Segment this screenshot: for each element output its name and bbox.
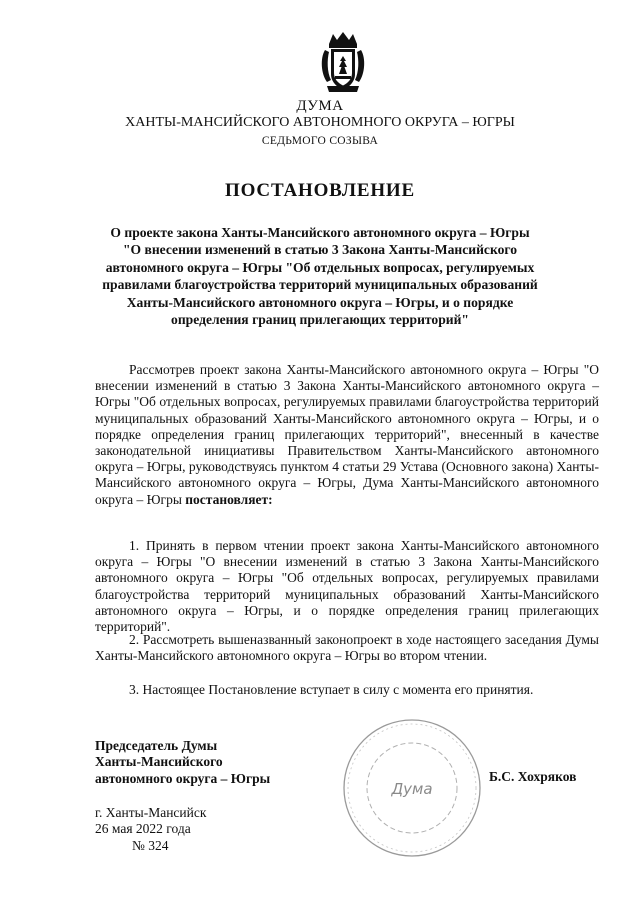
preamble-text: Рассмотрев проект закона Ханты-Мансийского автономного округа – Югры "О внесении изменений в статью 3 Закона Ханты-Мансийского автономного округа – Югры "Об отдельных вопросах, регулируемых правилами благоустройства территорий муниципальных образований Ханты-Мансийского автономного округа – Югры, и о порядке определения границ прилегающих территорий", внесенный в качестве законодательной инициативы Правительством Ханты-Мансийского автономного округа – Югры, руководствуясь пунктом 4 статьи 29 Устава (Основного закона) Ханты-Мансийского автономного округа – Югры, Дума Ханты-Мансийского автономного округа – Югры bbox=[95, 362, 599, 507]
document-subject: О проекте закона Ханты-Мансийского автономного округа – Югры "О внесении изменений в статью 3 Закона Ханты-Мансийского автономного округа – Югры "Об отдельных вопросах, регулируемых правилами благоустройства территорий муниципальных образований Ханты-Мансийского автономного округа – Югры, и о порядке определения границ прилегающих территорий" bbox=[102, 225, 538, 328]
signatory-title-line: автономного округа – Югры bbox=[95, 770, 271, 786]
convocation: СЕДЬМОГО СОЗЫВА bbox=[261, 135, 379, 147]
resolves-keyword: постановляет: bbox=[185, 491, 273, 507]
document-type: ПОСТАНОВЛЕНИЕ bbox=[225, 180, 415, 201]
stamp-text: Дума bbox=[391, 780, 433, 798]
signatory-title-line: Ханты-Мансийского bbox=[95, 754, 223, 770]
official-stamp bbox=[337, 713, 487, 863]
resolution-item-3: 3. Настоящее Постановление вступает в силу с момента его принятия. bbox=[129, 682, 534, 697]
preamble-paragraph bbox=[95, 362, 599, 508]
org-region: ХАНТЫ-МАНСИЙСКОГО АВТОНОМНОГО ОКРУГА – ЮГРЫ bbox=[125, 115, 515, 130]
document-number: № 324 bbox=[132, 838, 169, 853]
issue-date: 26 мая 2022 года bbox=[95, 821, 191, 837]
org-name: ДУМА bbox=[296, 98, 344, 114]
resolution-item-2: 2. Рассмотреть вышеназванный законопроект в ходе настоящего заседания Думы Ханты-Мансийского автономного округа – Югры во втором чтении. bbox=[95, 632, 599, 664]
issue-place: г. Ханты-Мансийск bbox=[95, 805, 207, 820]
signatory-title bbox=[95, 738, 315, 787]
coat-of-arms-icon bbox=[319, 30, 367, 94]
signatory-title-line: Председатель Думы bbox=[95, 738, 218, 753]
resolution-item-1: 1. Принять в первом чтении проект закона Ханты-Мансийского автономного округа – Югры "О внесении изменений в статью 3 Закона Ханты-Мансийского автономного округа – Югры "Об отдельных вопросах, регулируемых правилами благоустройства территорий муниципальных образований Ханты-Мансийского автономного округа – Югры, и о порядке определения границ прилегающих территорий". bbox=[95, 538, 599, 635]
signatory-name: Б.С. Хохряков bbox=[489, 769, 577, 784]
issue-place-date bbox=[95, 805, 206, 837]
